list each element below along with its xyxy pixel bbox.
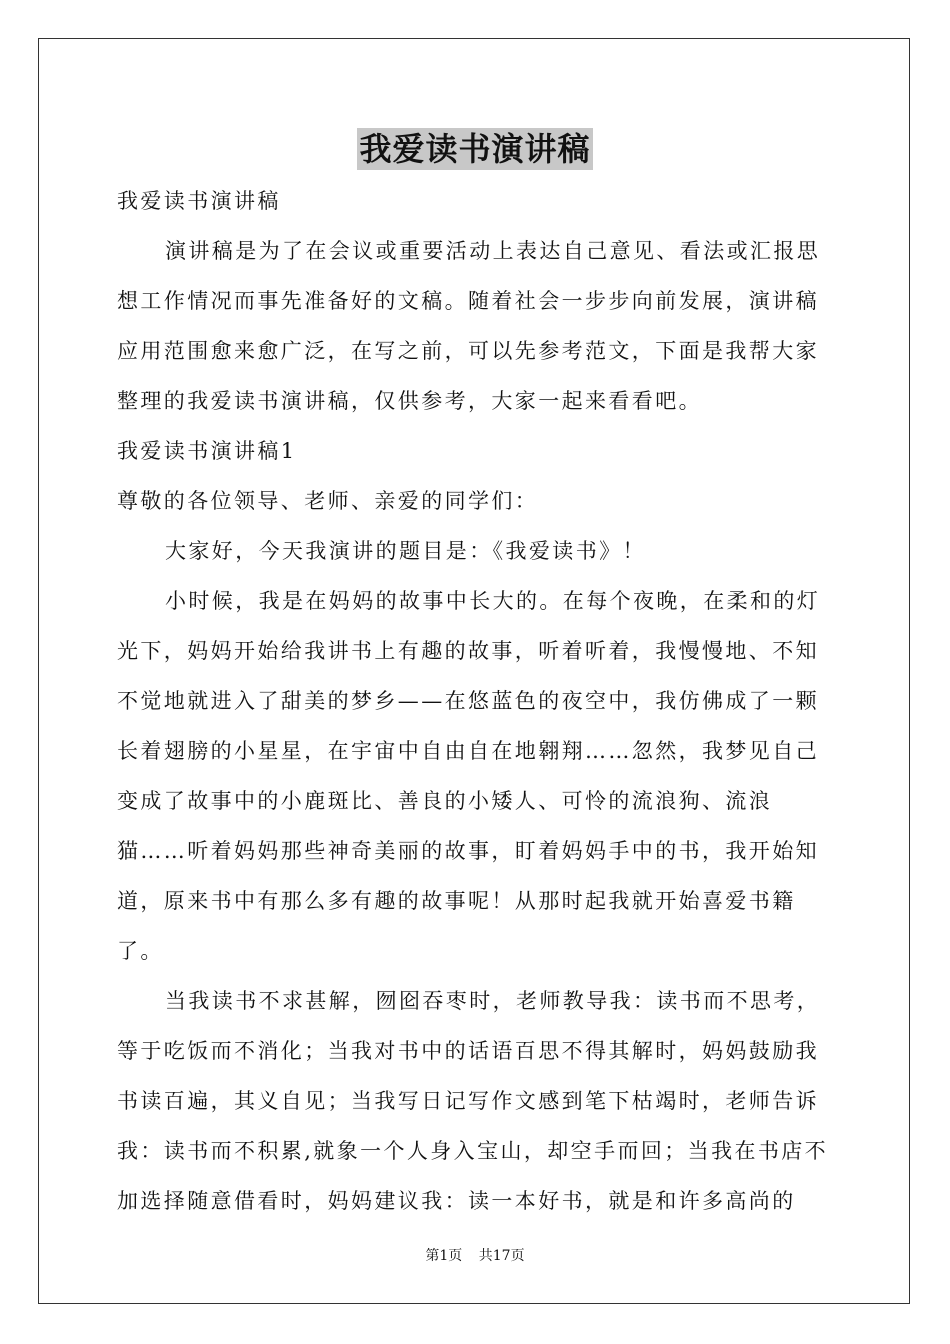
document-title: 我爱读书演讲稿 [359,130,591,168]
paragraph-reading-advice: 当我读书不求甚解，囫囵吞枣时，老师教导我：读书而不思考，等于吃饭而不消化；当我对书中的话语百思不得其解时，妈妈鼓励我书读百遍，其义自见；当我写日记写作文感到笔下枯竭时，老师告诉我：读书而不积累,就象一个人身入宝山，却空手而回；当我在书店不加选择随意借看时，妈妈建议我：读一本好书，就是和许多高尚的 [117,989,829,1213]
document-body [117,176,835,1226]
section-heading: 我爱读书演讲稿1 [117,439,297,463]
paragraph-intro: 演讲稿是为了在会议或重要活动上表达自己意见、看法或汇报思想工作情况而事先准备好的文稿。随着社会一步步向前发展，演讲稿应用范围愈来愈广泛，在写之前，可以先参考范文，下面是我帮大家整理的我爱读书演讲稿，仅供参考，大家一起来看看吧。 [117,239,821,413]
page-footer [0,1246,950,1266]
page-number: 第1页 [425,1248,463,1264]
title-container [0,128,950,170]
page-total: 共17页 [478,1248,525,1264]
paragraph-childhood: 小时候，我是在妈妈的故事中长大的。在每个夜晚，在柔和的灯光下，妈妈开始给我讲书上有趣的故事，听着听着，我慢慢地、不知不觉地就进入了甜美的梦乡——在悠蓝色的夜空中，我仿佛成了一颗长着翅膀的小星星，在宇宙中自由自在地翱翔……忽然，我梦见自己变成了故事中的小鹿斑比、善良的小矮人、可怜的流浪狗、流浪猫……听着妈妈那些神奇美丽的故事，盯着妈妈手中的书，我开始知道，原来书中有那么多有趣的故事呢！从那时起我就开始喜爱书籍了。 [117,589,821,963]
document-subtitle: 我爱读书演讲稿 [117,189,281,213]
paragraph-greeting: 大家好，今天我演讲的题目是：《我爱读书》！ [165,539,646,563]
salutation: 尊敬的各位领导、老师、亲爱的同学们： [117,489,539,513]
